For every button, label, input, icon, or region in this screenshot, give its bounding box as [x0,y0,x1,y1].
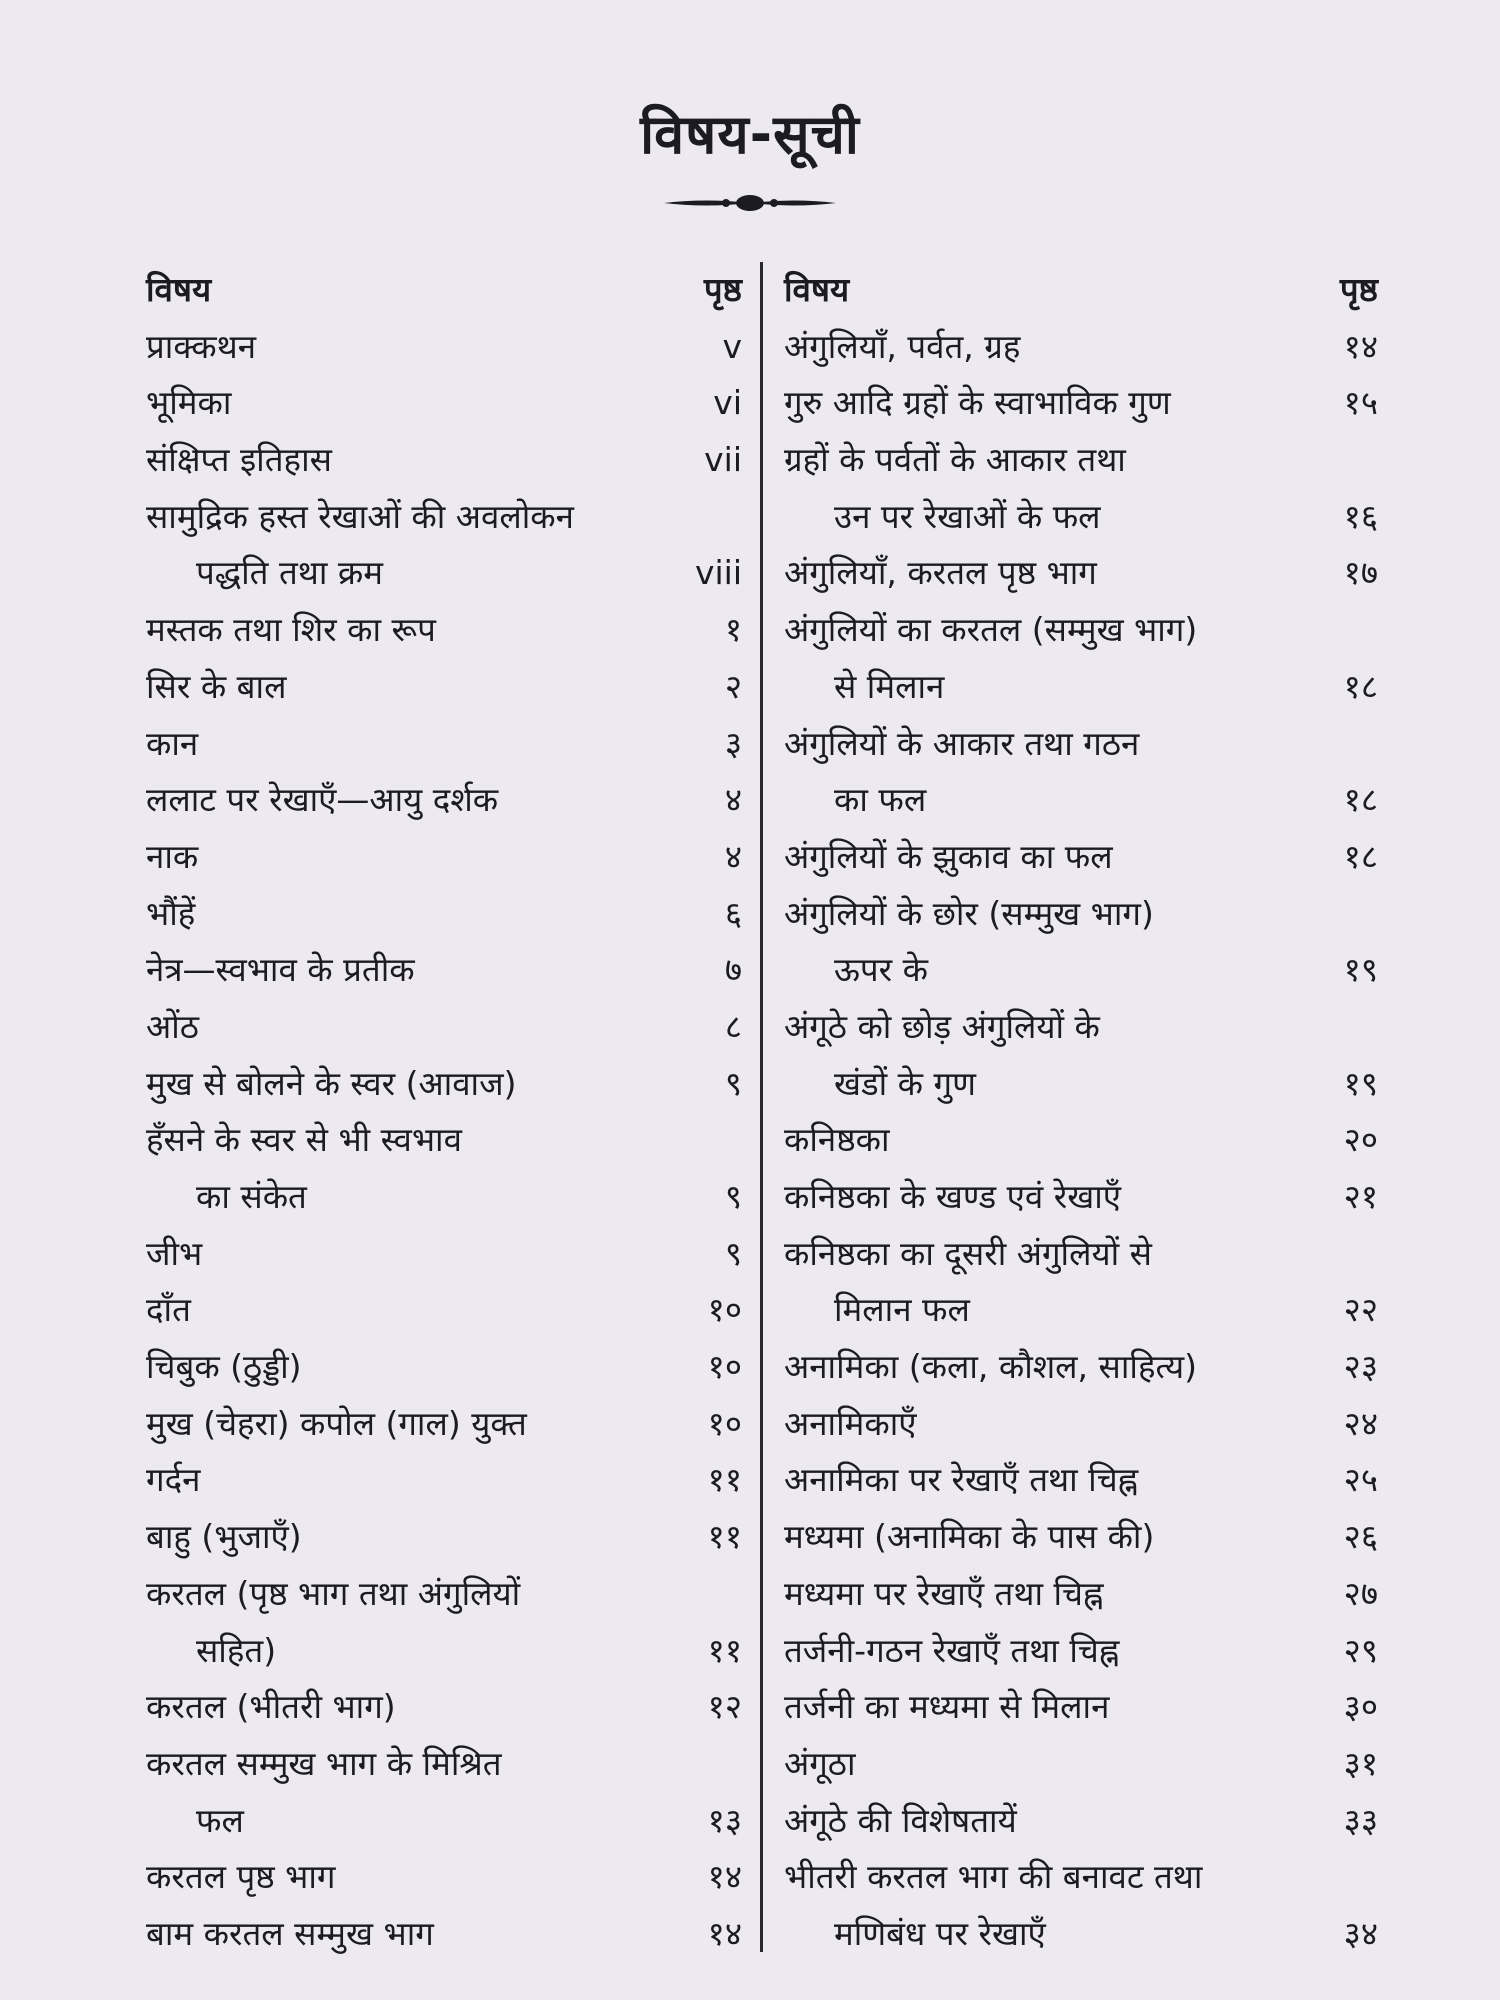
toc-entry-title: कान [146,723,199,763]
toc-entry [784,545,1378,602]
toc-entry-page: २० [1343,1120,1378,1160]
toc-entry-page: १८ [1343,836,1378,876]
toc-entry-page: १८ [1343,666,1378,706]
toc-entry [146,545,742,602]
toc-entry-title: अनामिका पर रेखाएँ तथा चिह्न [784,1460,1139,1500]
toc-entry-title: मुख से बोलने के स्वर (आवाज) [146,1063,517,1103]
toc-entry [784,1339,1378,1396]
toc-entry-page: vii [704,440,742,480]
toc-entry [146,829,742,886]
toc-entry [784,1396,1378,1453]
toc-entry-title: फल [196,1800,244,1840]
toc-entry-page: २५ [1343,1460,1378,1500]
toc-entry-title: अंगूठे की विशेषतायें [784,1800,1017,1840]
toc-entry [146,1169,742,1226]
toc-entry-page: २३ [1343,1347,1378,1387]
toc-entry-page: २२ [1343,1290,1378,1330]
toc-entry [146,999,742,1056]
toc-entry [784,772,1378,829]
toc-entry-page: ९ [724,1063,742,1103]
page-header: पृष्ठ [1339,270,1378,309]
toc-entry-title: नेत्र—स्वभाव के प्रतीक [146,950,415,990]
toc-entry [784,432,1378,489]
toc-entry [784,489,1378,546]
toc-entry-title: पद्धति तथा क्रम [196,553,383,593]
toc-entry [784,1282,1378,1339]
toc-entry [784,1452,1378,1509]
toc-entry [146,1623,742,1680]
toc-entry-title: भीतरी करतल भाग की बनावट तथा [784,1857,1203,1897]
toc-entry [146,1679,742,1736]
toc-entry-page: १० [707,1290,742,1330]
toc-entry [784,602,1378,659]
toc-entry-page: २४ [1343,1403,1378,1443]
toc-entry [146,659,742,716]
toc-entry-page: २९ [1343,1630,1378,1670]
toc-entry [784,1736,1378,1793]
toc-entry [146,1396,742,1453]
toc-entry-page: ४ [724,836,742,876]
toc-entry [146,1056,742,1113]
toc-entry-page: १२ [707,1687,742,1727]
toc-entry [784,829,1378,886]
toc-entry [146,1282,742,1339]
toc-entry-title: सहित) [196,1630,277,1670]
right-column [784,262,1378,1963]
toc-entry-page: १९ [1343,950,1378,990]
toc-entry-page: १० [707,1403,742,1443]
toc-entry-page: २६ [1343,1517,1378,1557]
toc-entry-title: तर्जनी-गठन रेखाएँ तथा चिह्न [784,1630,1120,1670]
toc-entry-title: भूमिका [146,383,232,423]
toc-entry-title: अंगूठा [784,1743,856,1783]
toc-entry-title: गुरु आदि ग्रहों के स्वाभाविक गुण [784,383,1171,423]
toc-entry-page: ३० [1343,1687,1378,1727]
toc-entry [784,1112,1378,1169]
toc-entry-title: चिबुक (ठुड्डी) [146,1347,302,1387]
toc-entry [146,1226,742,1283]
toc-entry-title: सिर के बाल [146,666,287,706]
toc-entry [146,886,742,943]
toc-entry [146,319,742,376]
toc-entry-title: का फल [834,780,927,820]
toc-entry [784,716,1378,773]
toc-entry [146,1452,742,1509]
toc-entry-page: ३३ [1343,1800,1378,1840]
toc-entry-title: मध्यमा पर रेखाएँ तथा चिह्न [784,1573,1104,1613]
toc-entry-page: ११ [707,1630,742,1670]
toc-entry-title: गर्दन [146,1460,201,1500]
toc-entry-page: १३ [707,1800,742,1840]
toc-entry-title: अनामिकाएँ [784,1403,917,1443]
page-title: विषय-सूची [640,103,860,166]
toc-entry [784,319,1378,376]
toc-entry-title: सामुद्रिक हस्त रेखाओं की अवलोकन [146,496,574,536]
toc-entry-title: ललाट पर रेखाएँ—आयु दर्शक [146,780,499,820]
toc-entry-page: २ [724,666,742,706]
toc-entry-page: १ [724,610,742,650]
subject-header: विषय [784,270,850,309]
toc-entry-title: कनिष्ठका का दूसरी अंगुलियों से [784,1233,1152,1273]
toc-entry [146,1906,742,1963]
toc-entry-page: १९ [1343,1063,1378,1103]
toc-entry-title: मणिबंध पर रेखाएँ [834,1913,1046,1953]
toc-entry-page: १८ [1343,780,1378,820]
toc-entry-page: viii [694,553,742,593]
toc-entry-title: कनिष्ठका [784,1120,890,1160]
toc-entry [146,1112,742,1169]
column-divider [760,262,763,1952]
toc-entry [146,716,742,773]
toc-entry [784,1509,1378,1566]
toc-entry [146,1566,742,1623]
toc-entry [146,1849,742,1906]
toc-entry-page: १७ [1343,553,1378,593]
toc-entry-title: करतल सम्मुख भाग के मिश्रित [146,1743,502,1783]
toc-entry [784,1849,1378,1906]
toc-entry-title: भौंहें [146,893,196,933]
toc-entry-title: ग्रहों के पर्वतों के आकार तथा [784,440,1126,480]
toc-entry [784,1169,1378,1226]
toc-entry [146,1793,742,1850]
toc-entry-page: ८ [724,1006,742,1046]
left-column-header [146,262,742,319]
toc-entry [146,1736,742,1793]
toc-entry-page: ११ [707,1460,742,1500]
toc-entry-title: बाहु (भुजाएँ) [146,1517,302,1557]
toc-entry-title: दाँत [146,1290,191,1330]
toc-entry-page: २१ [1343,1177,1378,1216]
toc-entry-title: अनामिका (कला, कौशल, साहित्य) [784,1347,1198,1387]
toc-entry [146,489,742,546]
toc-entry [784,999,1378,1056]
toc-entry-title: अंगुलियों के आकार तथा गठन [784,723,1140,763]
toc-entry-page: १० [707,1347,742,1387]
toc-entry-page: १५ [1343,383,1378,423]
toc-entry-title: ऊपर के [834,950,928,990]
subject-header: विषय [146,270,212,309]
toc-entry-title: का संकेत [196,1177,307,1216]
toc-entry-page: v [722,326,742,366]
toc-entry-page: १४ [707,1857,742,1897]
toc-entry [146,942,742,999]
toc-entry-title: करतल पृष्ठ भाग [146,1857,336,1897]
right-column-header [784,262,1378,319]
toc-entry-page: vi [713,383,742,423]
toc-entry-title: अंगुलियों के झुकाव का फल [784,836,1113,876]
toc-entry-title: संक्षिप्त इतिहास [146,440,332,480]
toc-entry [784,1793,1378,1850]
toc-entry-title: जीभ [146,1233,203,1273]
toc-entry-page: २७ [1343,1573,1378,1613]
toc-entry-title: कनिष्ठका के खण्ड एवं रेखाएँ [784,1177,1122,1216]
toc-entry-page: १४ [1343,326,1378,366]
toc-entry [146,602,742,659]
toc-entry-title: मुख (चेहरा) कपोल (गाल) युक्त [146,1403,527,1443]
toc-entry-page: ३ [724,723,742,763]
toc-entry-title: अंगुलियाँ, करतल पृष्ठ भाग [784,553,1097,593]
toc-entry-title: ओंठ [146,1006,199,1046]
toc-entry-title: अंगुलियों का करतल (सम्मुख भाग) [784,610,1198,650]
toc-entry-page: ९ [724,1177,742,1216]
toc-entry-page: ६ [724,893,742,933]
toc-entry [784,1906,1378,1963]
toc-entry-page: ७ [724,950,742,990]
toc-entry-page: १४ [707,1913,742,1953]
toc-entry-title: नाक [146,836,199,876]
toc-entry [784,659,1378,716]
toc-entry-page: ९ [724,1233,742,1273]
toc-entry-title: करतल (पृष्ठ भाग तथा अंगुलियों [146,1573,521,1613]
page-header: पृष्ठ [703,270,742,309]
toc-entry [146,1509,742,1566]
toc-entry [784,1566,1378,1623]
toc-entry [146,772,742,829]
toc-entry-page: ११ [707,1517,742,1557]
toc-entry-page: १६ [1343,496,1378,536]
toc-entry-title: अंगुलियों के छोर (सम्मुख भाग) [784,893,1154,933]
toc-entry-title: अंगुलियाँ, पर्वत, ग्रह [784,326,1021,366]
toc-entry [146,375,742,432]
toc-entry-title: बाम करतल सम्मुख भाग [146,1913,434,1953]
toc-entry-title: खंडों के गुण [834,1063,976,1103]
toc-entry [784,886,1378,943]
toc-entry-title: मस्तक तथा शिर का रूप [146,610,436,650]
toc-entry-title: उन पर रेखाओं के फल [834,496,1101,536]
toc-entry-title: प्राक्कथन [146,326,257,366]
toc-entry-title: मिलान फल [834,1290,970,1330]
toc-entry [784,1679,1378,1736]
left-column [146,262,742,1963]
toc-entry-title: अंगूठे को छोड़ अंगुलियों के [784,1006,1100,1046]
toc-entry [784,942,1378,999]
toc-entry [784,1623,1378,1680]
toc-entry-title: से मिलान [834,666,945,706]
toc-entry-page: ३१ [1343,1743,1378,1783]
toc-entry [784,1226,1378,1283]
toc-entry [784,1056,1378,1113]
toc-entry [146,1339,742,1396]
title-ornament-icon [662,192,838,214]
toc-entry [784,375,1378,432]
toc-entry-title: हँसने के स्वर से भी स्वभाव [146,1120,462,1160]
toc-entry-page: ३४ [1343,1913,1378,1953]
toc-entry-title: करतल (भीतरी भाग) [146,1687,396,1727]
toc-entry [146,432,742,489]
toc-entry-title: मध्यमा (अनामिका के पास की) [784,1517,1155,1557]
toc-entry-title: तर्जनी का मध्यमा से मिलान [784,1687,1110,1727]
toc-entry-page: ४ [724,780,742,820]
